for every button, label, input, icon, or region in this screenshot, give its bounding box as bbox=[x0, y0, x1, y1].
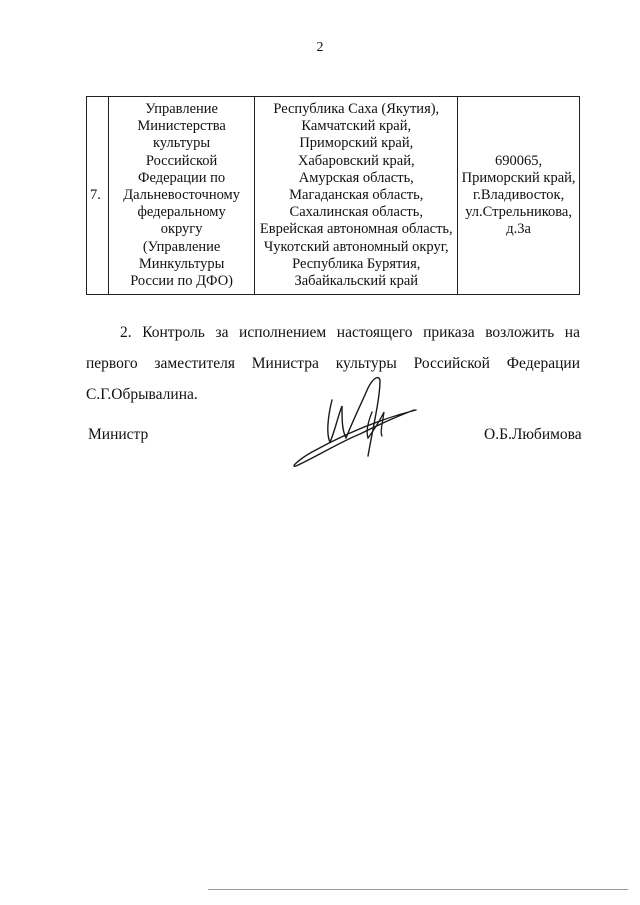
page-number: 2 bbox=[316, 40, 324, 55]
signatory-name: О.Б.Любимова bbox=[484, 426, 582, 443]
scan-edge-line bbox=[208, 889, 628, 890]
address-line: д.3а bbox=[506, 221, 531, 238]
address-line: ул.Стрельникова, bbox=[465, 204, 572, 221]
organization-line: федеральному bbox=[137, 204, 226, 221]
organization-line: Управление bbox=[145, 101, 218, 117]
organization-line: Минкультуры bbox=[138, 255, 225, 272]
region-line: Еврейская автономная область, bbox=[259, 221, 453, 238]
region-line: Магаданская область, bbox=[289, 187, 424, 204]
handwritten-signature bbox=[288, 372, 422, 472]
organization-line: (Управление bbox=[142, 238, 221, 255]
signatory-title: Министр bbox=[88, 426, 149, 443]
region-line: Республика Бурятия, bbox=[292, 255, 421, 272]
organization-line: Министерства bbox=[137, 118, 226, 135]
organization-line: округу bbox=[160, 221, 203, 238]
row-number: 7. bbox=[87, 97, 109, 295]
organization-line: Российской bbox=[145, 152, 218, 169]
region-line: Сахалинская область, bbox=[289, 204, 423, 221]
region-line: Забайкальский край bbox=[294, 273, 419, 290]
region-line: Республика Саха (Якутия), bbox=[273, 101, 440, 117]
address-line: г.Владивосток, bbox=[472, 187, 565, 204]
region-line: Хабаровский край, bbox=[297, 152, 415, 169]
address-cell bbox=[458, 97, 580, 295]
address-line: Приморский край, bbox=[461, 169, 576, 186]
control-paragraph: 2. Контроль за исполнением настоящего приказа возложить на первого заместителя Министра культуры Российской Федерации С.Г.Обрывалина. bbox=[86, 324, 580, 403]
organization-line: России по ДФО) bbox=[130, 273, 233, 290]
organization-cell bbox=[108, 97, 254, 295]
table-row bbox=[87, 97, 580, 295]
organization-line: Дальневосточному bbox=[123, 187, 240, 204]
organization-line: Федерации по bbox=[138, 169, 226, 186]
regions-cell bbox=[255, 97, 458, 295]
address-line: 690065, bbox=[495, 152, 543, 169]
region-line: Чукотский автономный округ, bbox=[263, 238, 449, 255]
region-line: Камчатский край, bbox=[301, 118, 412, 135]
organization-line: культуры bbox=[153, 135, 211, 152]
region-line: Приморский край, bbox=[299, 135, 414, 152]
territorial-bodies-table bbox=[86, 96, 580, 295]
region-line: Амурская область, bbox=[298, 169, 414, 186]
